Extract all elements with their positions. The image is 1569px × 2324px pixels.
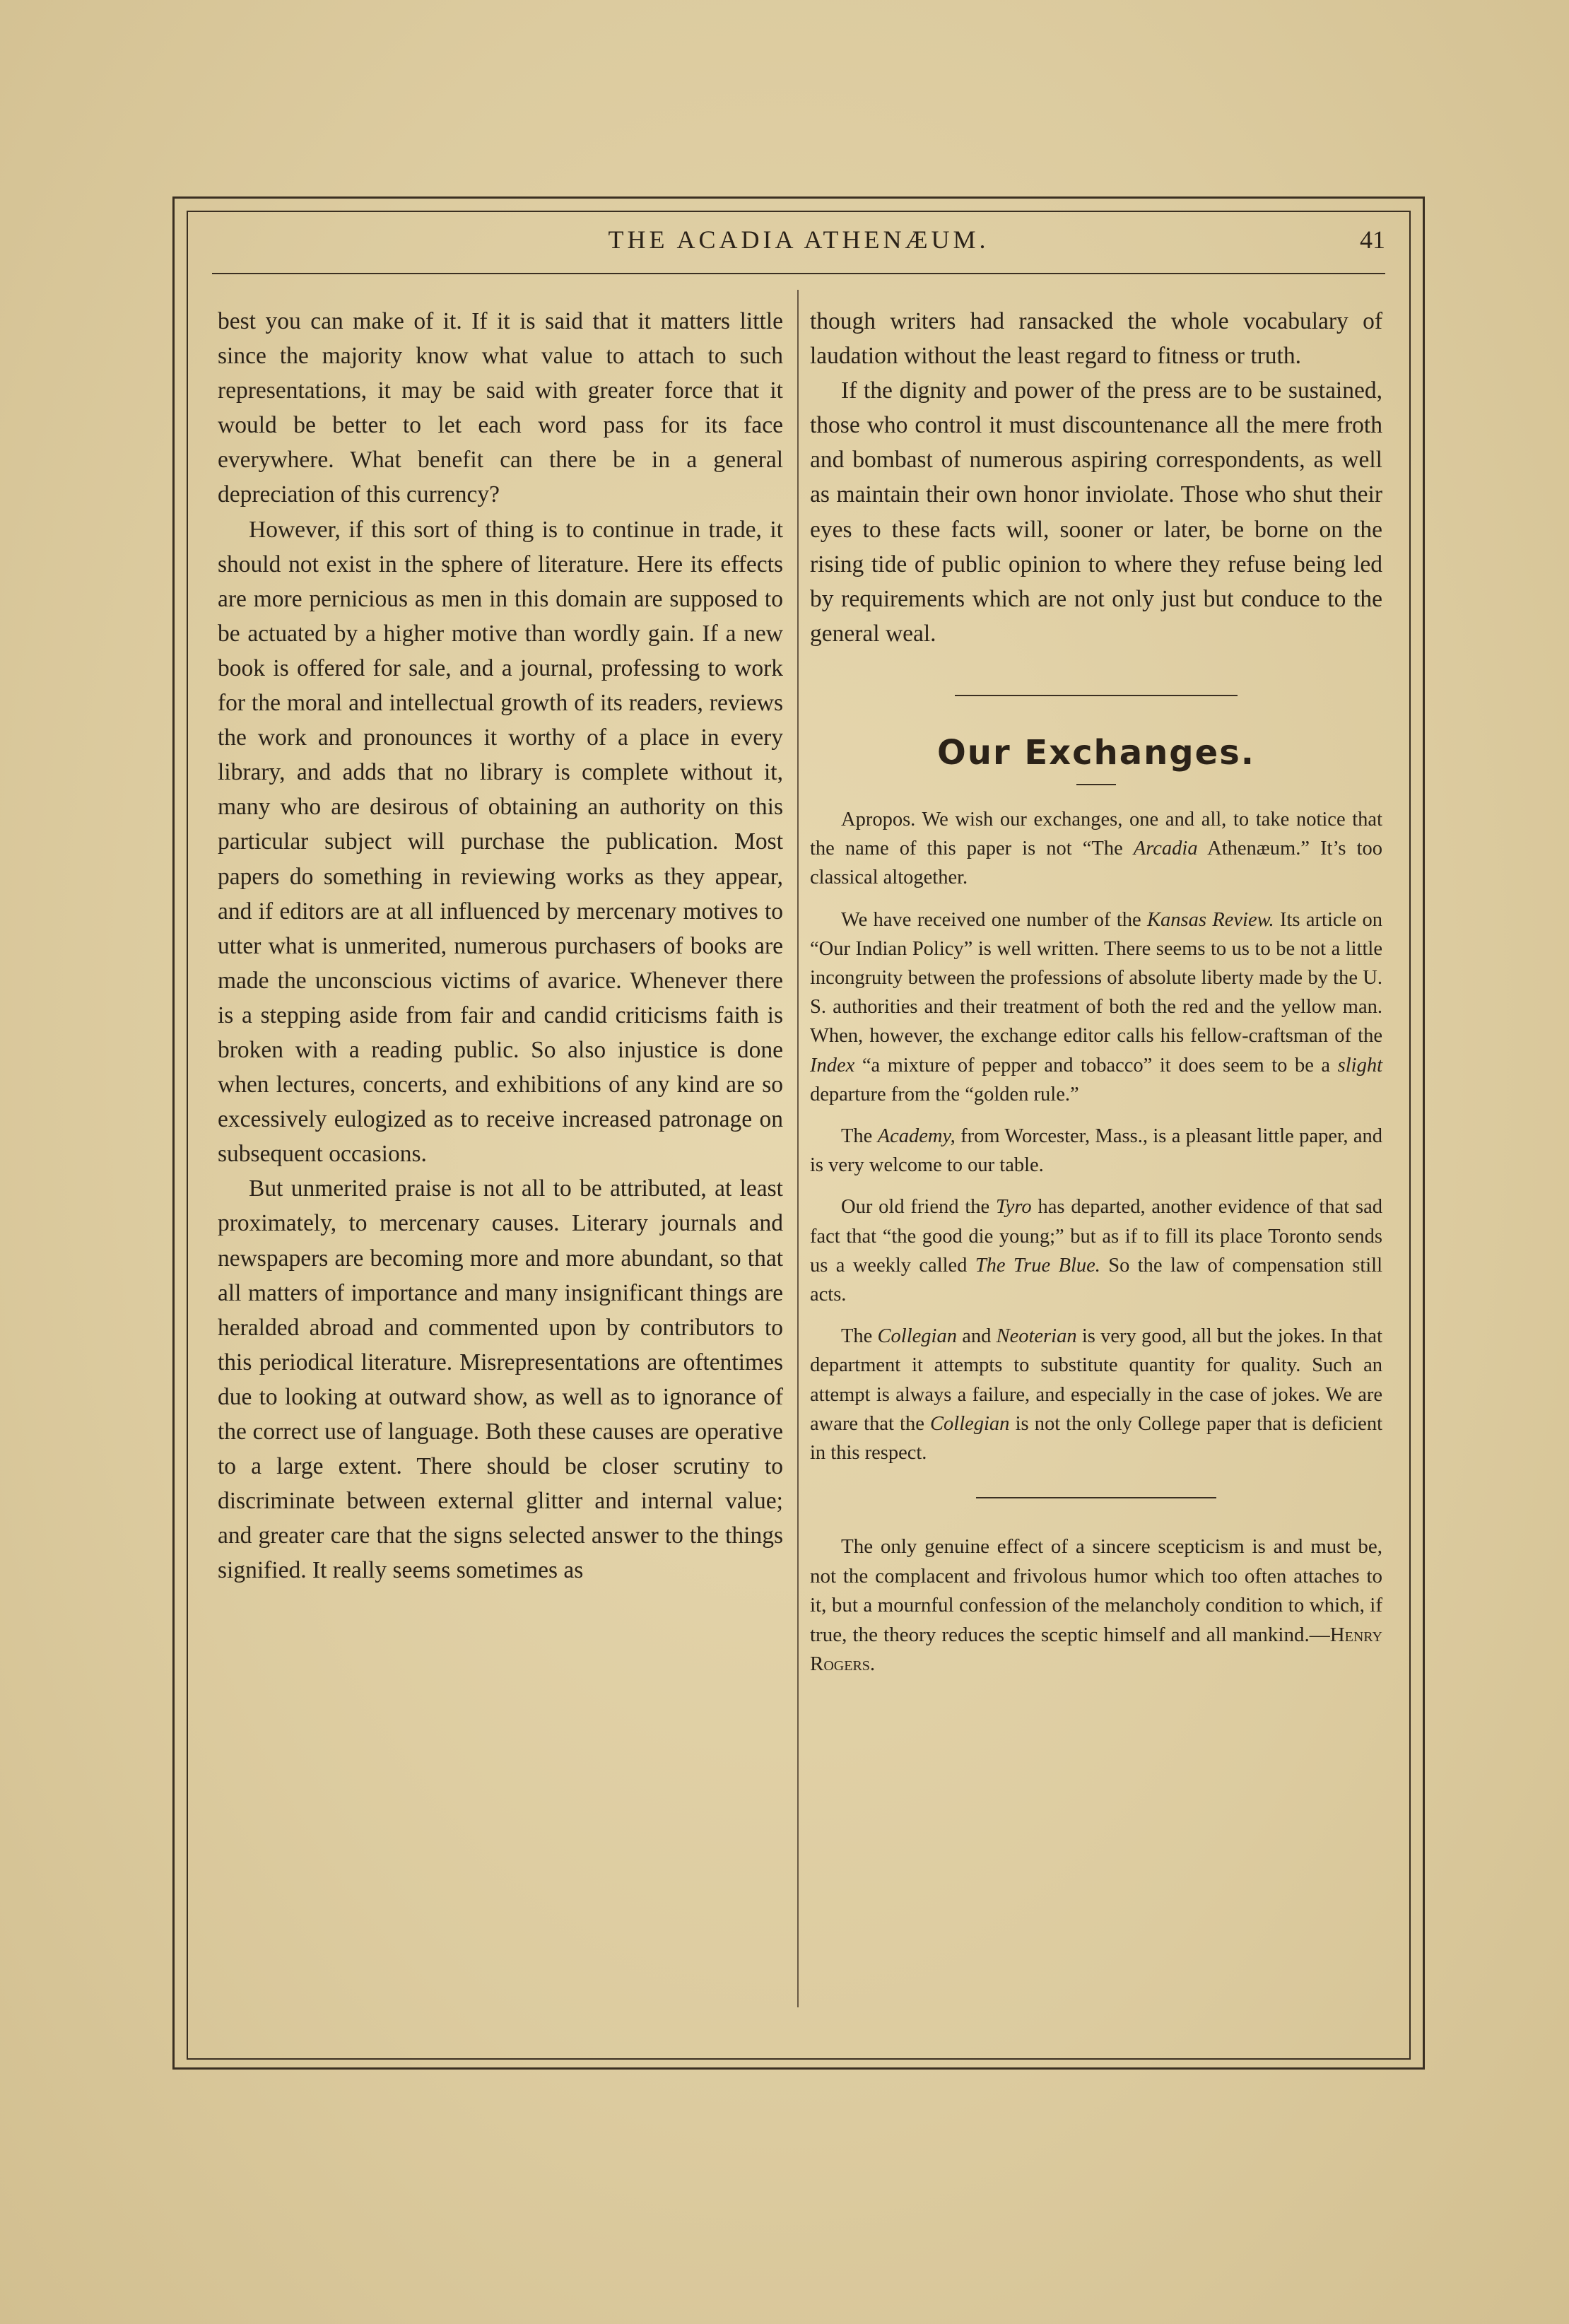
column-divider bbox=[797, 290, 799, 2007]
exchanges-list bbox=[810, 805, 1382, 1467]
exchange-item-tyro: Our old friend the Tyro has departed, another evidence of that sad fact that “the good die young;” but as if to fill its place Toronto sends us a weekly called The True Blue. So the law of compensation still acts. bbox=[810, 1196, 1383, 1305]
section-separator-rule bbox=[955, 695, 1238, 696]
right-body-text bbox=[810, 304, 1382, 651]
exchange-item-apropos: Apropos. We wish our exchanges, one and all, to take notice that the name of this paper is not “The Arcadia Athenæum.” It’s too classical altogether. bbox=[810, 808, 1382, 889]
exchange-item-academy: The Academy, from Worcester, Mass., is a pleasant little paper, and is very welcome to our table. bbox=[810, 1125, 1382, 1177]
quote-author: Henry Rogers. bbox=[810, 1623, 1382, 1676]
header-rule bbox=[212, 273, 1385, 274]
quote-separator-rule bbox=[976, 1497, 1216, 1498]
left-paragraph-1: best you can make of it. If it is said that it matters little since the majority know what value to attach to such representations, it may be said with greater force that it would be better to let each word pass for its face everywhere. What benefit can there be in a general depreciation of this currency? bbox=[218, 308, 783, 508]
exchange-item-collegian: The Collegian and Neoterian is very good, all but the jokes. In that department it attempts to substitute quantity for quality. Such an attempt is always a failure, and especially in the case of jokes. We are aware that the Collegian is not the only College paper that is deficient in this respect. bbox=[810, 1325, 1383, 1464]
quote-text: The only genuine effect of a sincere scepticism is and must be, not the complacent and frivolous humor which too often attaches to it, but a mournful confession of the melancholy condition to which, if true, the theory reduces the sceptic himself and all mankind.— bbox=[810, 1535, 1382, 1646]
section-heading-exchanges: Our Exchanges. bbox=[936, 732, 1255, 773]
right-paragraph-2: If the dignity and power of the press are to be sustained, those who control it must discountenance all the mere froth and bombast of numerous aspiring correspondents, as well as maintain their own honor inviolate. Those who shut their eyes to these facts will, sooner or later, be borne on the rising tide of public opinion to where they refuse being led by requirements which are not only just but conduce to the general weal. bbox=[810, 377, 1382, 647]
right-column bbox=[810, 304, 1382, 1679]
heading-underline-rule bbox=[1076, 784, 1116, 785]
closing-quotation bbox=[810, 1532, 1382, 1679]
page-number: 41 bbox=[1360, 225, 1385, 254]
running-title: THE ACADIA ATHENÆUM. bbox=[608, 225, 989, 254]
running-head bbox=[212, 225, 1385, 267]
right-paragraph-1: though writers had ransacked the whole vocabulary of laudation without the least regard to fitness or truth. bbox=[810, 308, 1382, 370]
left-paragraph-2: However, if this sort of thing is to continue in trade, it should not exist in the sphere of literature. Here its effects are more pernicious as men in this domain are supposed to be actuated by a higher motive than wordly gain. If a new book is offered for sale, and a journal, professing to work for the moral and intellectual growth of its readers, reviews the work and pronounces it worthy of a place in every library, and adds that no library is complete without it, many who are desirous of obtaining an authority on this particular subject will purchase the publication. Most papers do something in reviewing works as they appear, and if editors are at all influenced by mercenary motives to utter what is unmerited, numerous purchasers of books are made the unconscious victims of avarice. Whenever there is a stepping aside from fair and candid criticisms faith is broken with a reading public. So also injustice is done when lectures, concerts, and exhibitions of any kind are so excessively eulogized as to receive increased patronage on subsequent occasions. bbox=[218, 516, 783, 1168]
exchange-item-kansas-review: We have received one number of the Kansas Review. Its article on “Our Indian Policy” is well written. There seems to us to be not a little incongruity between the professions of absolute liberty made by the U. S. authorities and their treatment of both the red and the yellow man. When, however, the exchange editor calls his fellow-craftsman of the Index “a mixture of pepper and tobacco” it does seem to be a slight departure from the “golden rule.” bbox=[810, 908, 1382, 1105]
left-column bbox=[218, 304, 783, 1588]
left-paragraph-3: But unmerited praise is not all to be attributed, at least proximately, to mercenary causes. Literary journals and newspapers are becoming more and more abundant, so that all matters of importance and many insignificant things are heralded abroad and commented upon by contributors to this periodical literature. Misrepresentations are oftentimes due to looking at outward show, as well as to ignorance of the correct use of language. Both these causes are operative to a large extent. There should be closer scrutiny to discriminate between external glitter and internal value; and greater care that the signs selected answer to the things signified. It really seems sometimes as bbox=[218, 1175, 783, 1584]
